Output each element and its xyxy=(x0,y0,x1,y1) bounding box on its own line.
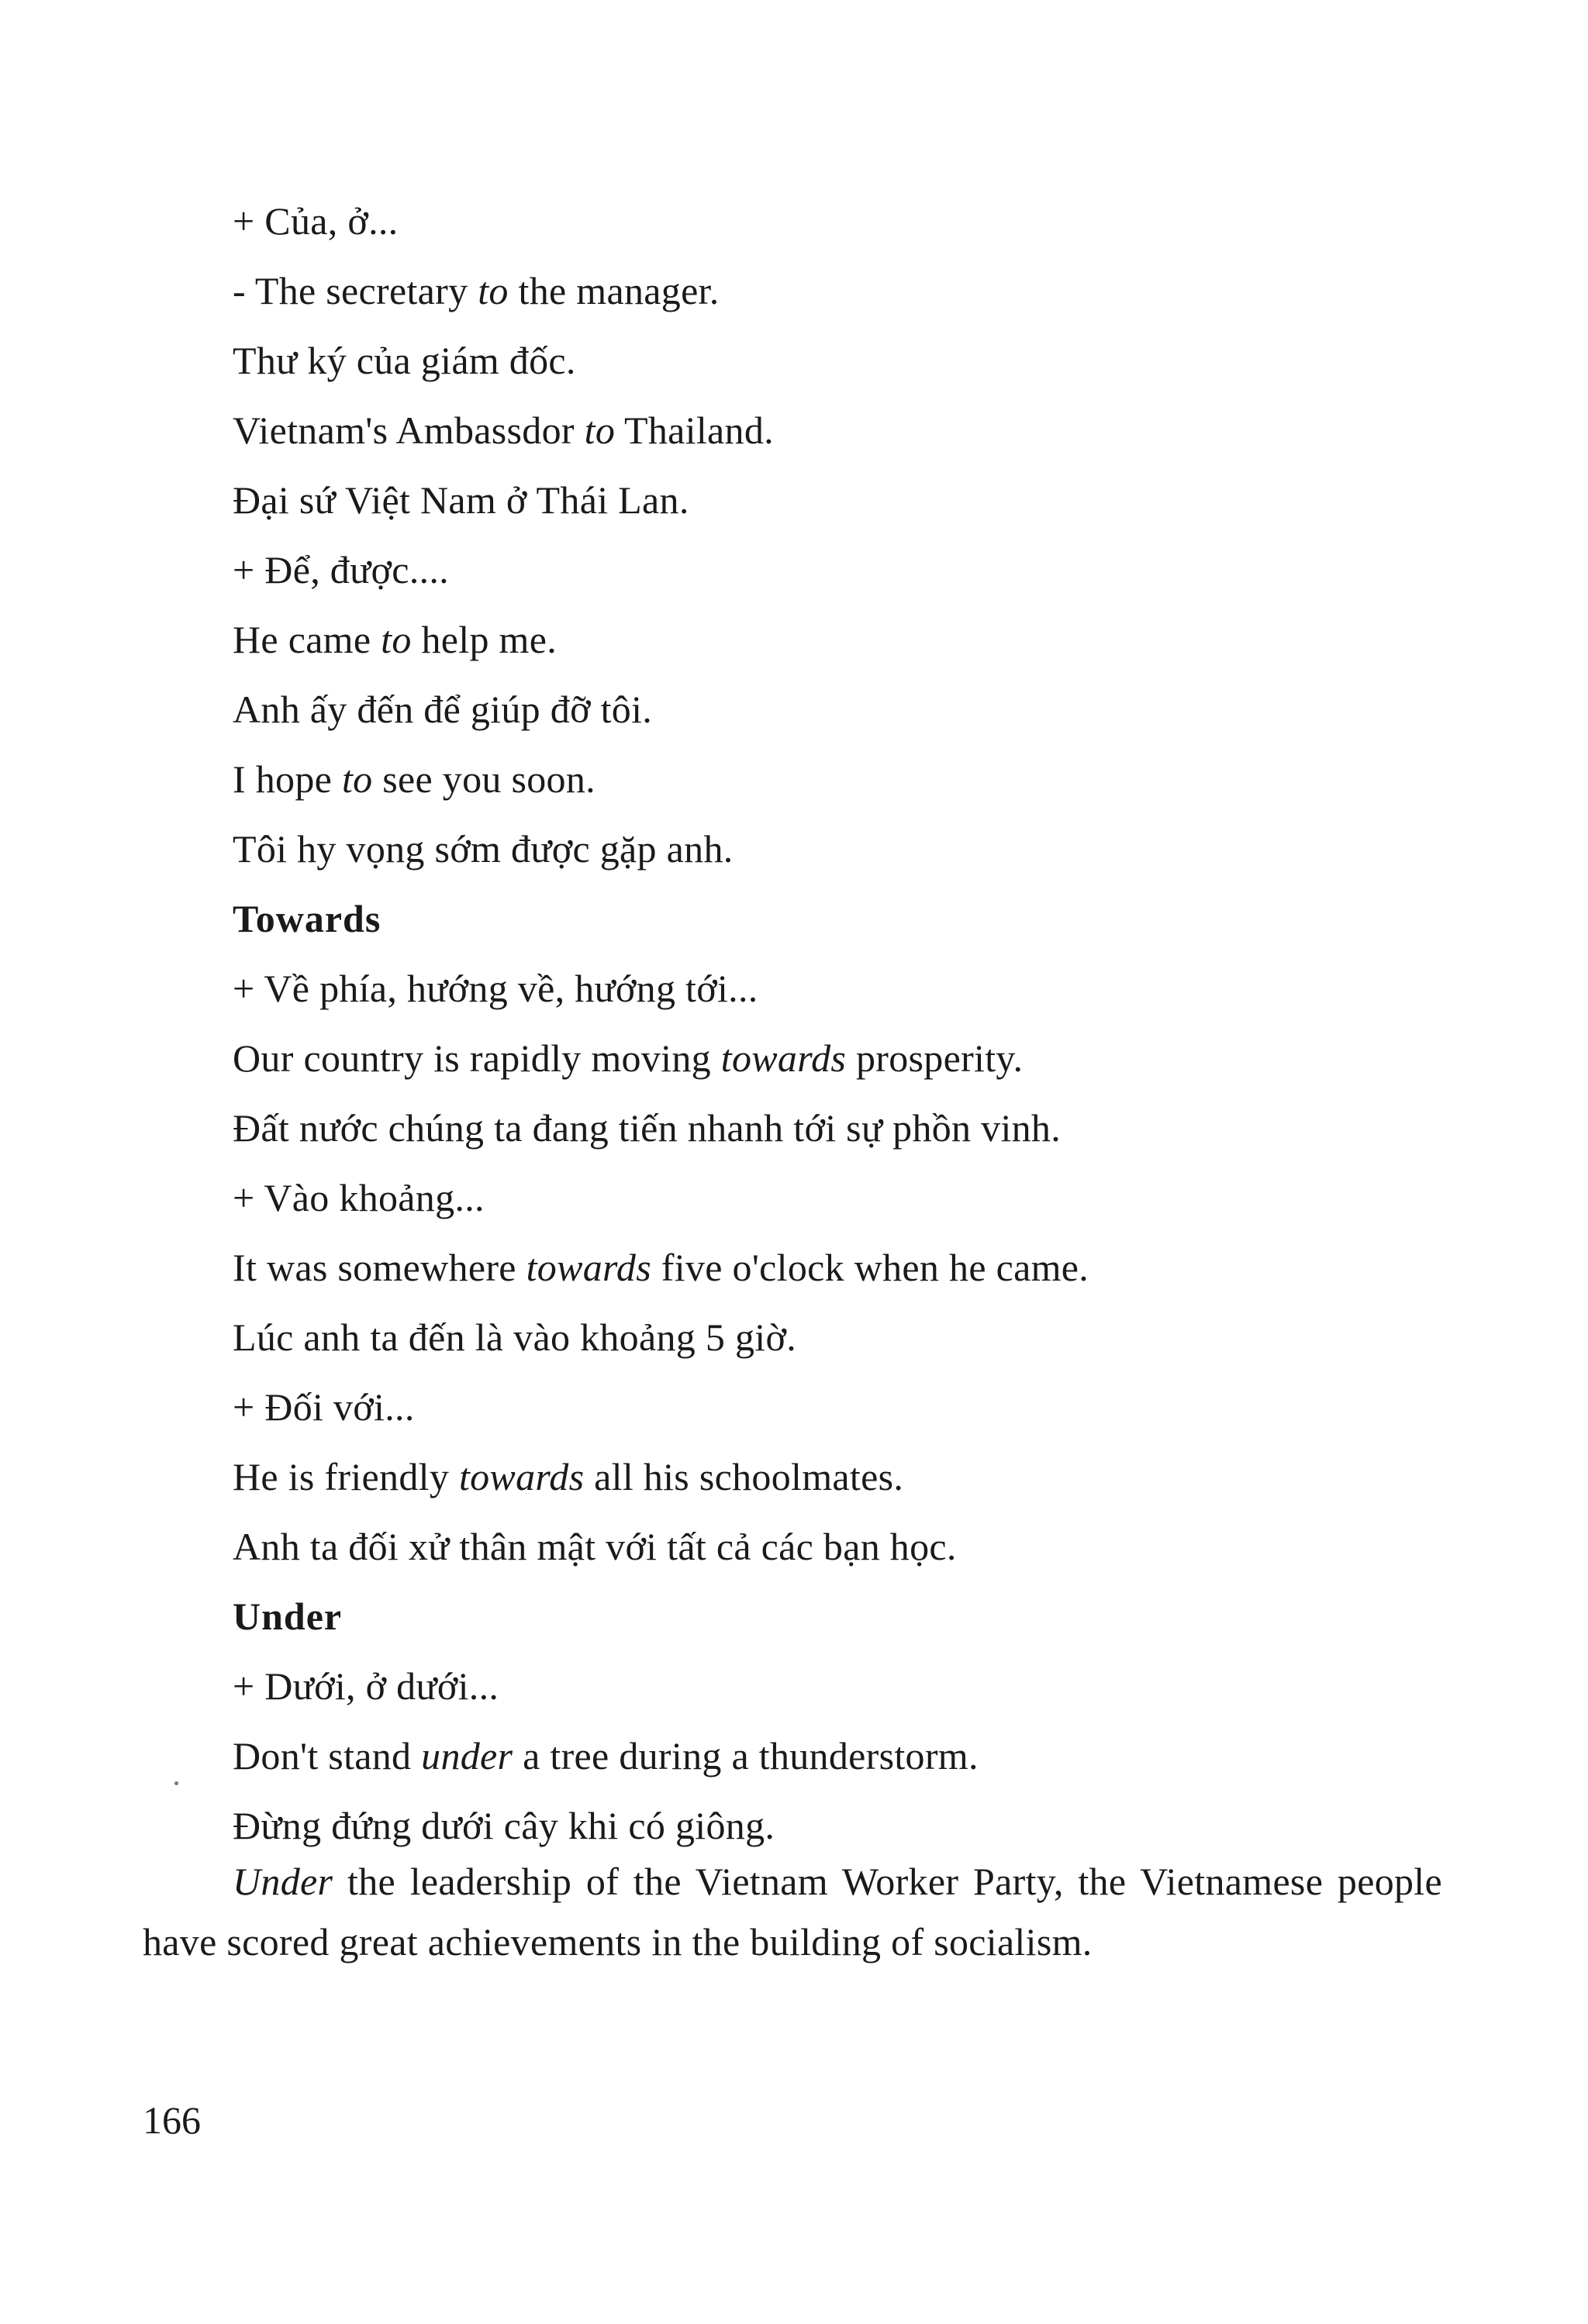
example-sentence xyxy=(233,744,1473,814)
translation-line: Tôi hy vọng sớm được gặp anh. xyxy=(233,827,734,871)
meaning-line: + Dưới, ở dưới... xyxy=(233,1664,499,1708)
example-sentence xyxy=(233,395,1473,465)
translation-line: Đất nước chúng ta đang tiến nhanh tới sự phồn vinh. xyxy=(233,1106,1062,1150)
translation-line: Đại sứ Việt Nam ở Thái Lan. xyxy=(233,478,689,522)
example-text-before: I hope xyxy=(233,757,342,801)
preposition-heading: Under xyxy=(233,1595,343,1638)
meaning-line: + Của, ở... xyxy=(233,199,399,243)
example-text-after: help me. xyxy=(411,618,558,661)
meaning-line: + Đối với... xyxy=(233,1385,415,1429)
example-keyword: to xyxy=(341,757,373,801)
example-keyword: under xyxy=(421,1734,513,1777)
example-keyword: towards xyxy=(458,1455,585,1498)
example-text-before: Our country is rapidly moving xyxy=(233,1036,721,1080)
example-paragraph xyxy=(143,1851,1442,1972)
example-sentence xyxy=(233,1442,1473,1512)
example-text-before: It was somewhere xyxy=(233,1246,526,1289)
example-sentence xyxy=(233,1233,1473,1302)
example-text-before: Don't stand xyxy=(233,1734,422,1777)
example-text-after: see you soon. xyxy=(372,757,596,801)
example-text-after: a tree during a thunderstorm. xyxy=(513,1734,979,1777)
example-sentence xyxy=(233,256,1473,326)
translation-line: Anh ta đối xử thân mật với tất cả các bạn học. xyxy=(233,1525,957,1568)
example-text-after: prosperity. xyxy=(846,1036,1024,1080)
example-text-after: Thailand. xyxy=(615,409,774,452)
example-keyword: to xyxy=(478,269,509,312)
example-text-after: five o'clock when he came. xyxy=(651,1246,1089,1289)
translation-line: Thư ký của giám đốc. xyxy=(233,339,576,382)
example-keyword: to xyxy=(381,618,412,661)
translation-line: Đừng đứng dưới cây khi có giông. xyxy=(233,1804,775,1847)
meaning-line: + Về phía, hướng về, hướng tới... xyxy=(233,967,758,1010)
example-sentence xyxy=(233,605,1473,674)
example-text-after: the manager. xyxy=(508,269,720,312)
example-sentence xyxy=(233,1023,1473,1093)
example-sentence xyxy=(233,1721,1473,1791)
translation-line: Anh ấy đến để giúp đỡ tôi. xyxy=(233,688,653,731)
entry-lines xyxy=(233,186,1473,1860)
meaning-line: + Để, được.... xyxy=(233,548,449,591)
scan-speck xyxy=(174,1781,178,1785)
preposition-heading: Towards xyxy=(233,897,381,940)
example-text-after: all his schoolmates. xyxy=(584,1455,904,1498)
example-text-before: - The secretary xyxy=(233,269,478,312)
example-keyword: towards xyxy=(720,1036,847,1080)
paragraph-text: the leadership of the Vietnam Worker Party, the Vietnamese people have scored great achievements in the building of socialism. xyxy=(143,1860,1442,1964)
example-text-before: He came xyxy=(233,618,381,661)
example-keyword: to xyxy=(584,409,616,452)
meaning-line: + Vào khoảng... xyxy=(233,1176,485,1219)
example-keyword: towards xyxy=(526,1246,651,1289)
page-number: 166 xyxy=(143,2098,201,2142)
translation-line: Lúc anh ta đến là vào khoảng 5 giờ. xyxy=(233,1315,797,1359)
example-text-before: Vietnam's Ambassdor xyxy=(233,409,585,452)
example-text-before: He is friendly xyxy=(233,1455,459,1498)
paragraph-keyword: Under xyxy=(233,1860,333,1903)
